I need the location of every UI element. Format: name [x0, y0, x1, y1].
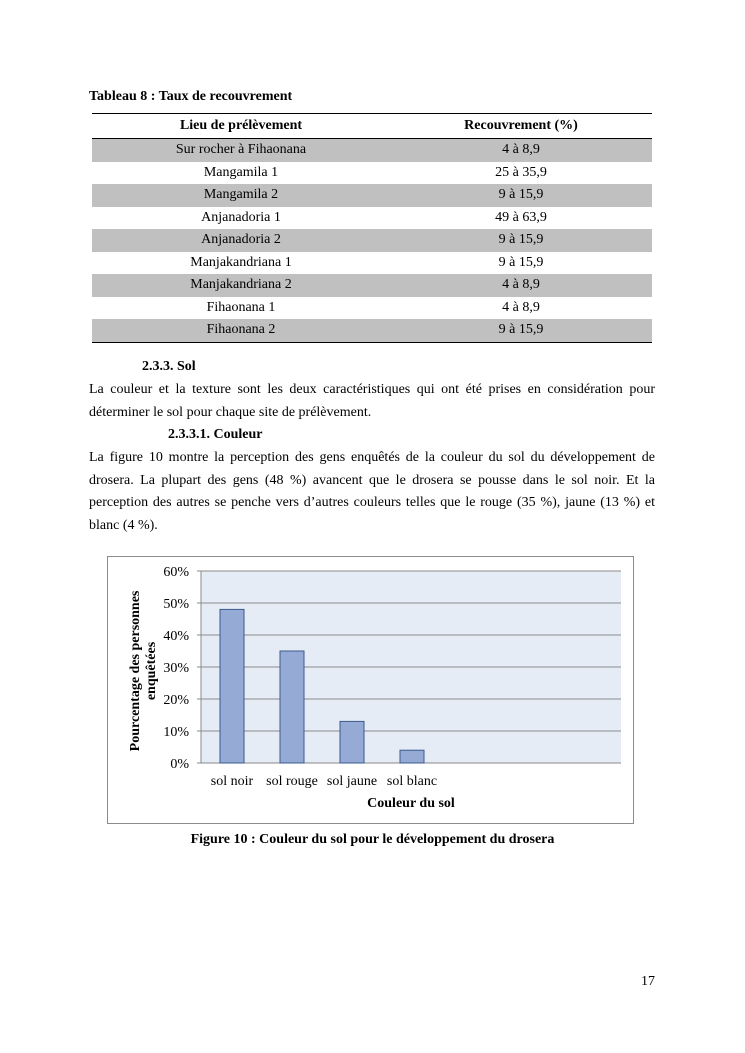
x-tick-label: sol jaune [326, 774, 378, 789]
page-number: 17 [641, 974, 655, 989]
subsection-paragraph: La figure 10 montre la perception des gens enquêtés de la couleur du sol du développement de drosera. La plupart des gens (48 %) avancent que le drosera se pousse dans le sol noir. Et la perception des autres se penche vers d’autres couleurs telles que le rouge (35 %), jaune (13 %) et blanc (4 %). [89, 450, 655, 533]
cell-coverage: 4 à 8,9 [502, 299, 540, 315]
column-header-location: Lieu de prélèvement [92, 114, 390, 139]
x-tick-label: sol blanc [386, 774, 438, 789]
cell-coverage: 9 à 15,9 [498, 254, 544, 270]
bar-chart [108, 557, 635, 825]
figure-caption: Figure 10 : Couleur du sol pour le développement du drosera [190, 832, 555, 847]
table-title: Tableau 8 : Taux de recouvrement [89, 89, 293, 104]
cell-coverage: 9 à 15,9 [390, 184, 652, 207]
cell-location: Manjakandriana 2 [92, 274, 390, 297]
x-axis-title: Couleur du sol [367, 796, 455, 811]
cell-coverage: 4 à 8,9 [390, 139, 652, 162]
y-tick-label: 60% [163, 565, 189, 580]
x-tick-label: sol noir [210, 774, 254, 789]
cell-location: Anjanadoria 1 [201, 209, 281, 225]
bar [400, 750, 424, 763]
cell-coverage: 4 à 8,9 [390, 274, 652, 297]
y-axis-title-line-1: Pourcentage des personnes [128, 590, 143, 752]
bar [220, 609, 244, 763]
y-tick-label: 50% [163, 597, 189, 612]
column-header-coverage: Recouvrement (%) [390, 114, 652, 139]
table-row [92, 139, 652, 162]
table-row [92, 252, 652, 275]
cell-location: Manjakandriana 1 [190, 254, 292, 270]
cell-coverage: 9 à 15,9 [390, 229, 652, 252]
cell-coverage: 9 à 15,9 [390, 319, 652, 342]
cell-location: Fihaonana 1 [206, 299, 276, 315]
bar [280, 651, 304, 763]
subsection-heading: 2.3.3.1. Couleur [168, 427, 263, 442]
cell-location: Mangamila 1 [203, 164, 279, 180]
section-heading: 2.3.3. Sol [142, 359, 196, 374]
cell-coverage: 49 à 63,9 [495, 209, 547, 225]
bar [340, 721, 364, 763]
y-tick-label: 40% [163, 629, 189, 644]
section-paragraph: La couleur et la texture sont les deux caractéristiques qui ont été prises en considération pour déterminer le sol pour chaque site de prélèvement. [89, 382, 655, 420]
y-tick-label: 20% [163, 693, 189, 708]
table-row [92, 162, 652, 185]
cell-location: Mangamila 2 [92, 184, 390, 207]
table-row [92, 184, 652, 207]
chart-frame [107, 556, 634, 824]
x-tick-label: sol rouge [266, 774, 318, 789]
y-tick-label: 10% [163, 725, 189, 740]
table-row [92, 319, 652, 342]
cell-location: Anjanadoria 2 [92, 229, 390, 252]
cell-coverage: 25 à 35,9 [495, 164, 547, 180]
table-header-row [92, 114, 652, 139]
table-row [92, 274, 652, 297]
cell-location: Sur rocher à Fihaonana [92, 139, 390, 162]
table-row [92, 297, 652, 320]
coverage-table [92, 113, 652, 343]
table-row [92, 207, 652, 230]
y-tick-label: 0% [170, 757, 189, 772]
table-row [92, 229, 652, 252]
y-tick-label: 30% [163, 661, 189, 676]
cell-location: Fihaonana 2 [92, 319, 390, 342]
y-axis-title-line-2: enquêtées [144, 641, 159, 701]
